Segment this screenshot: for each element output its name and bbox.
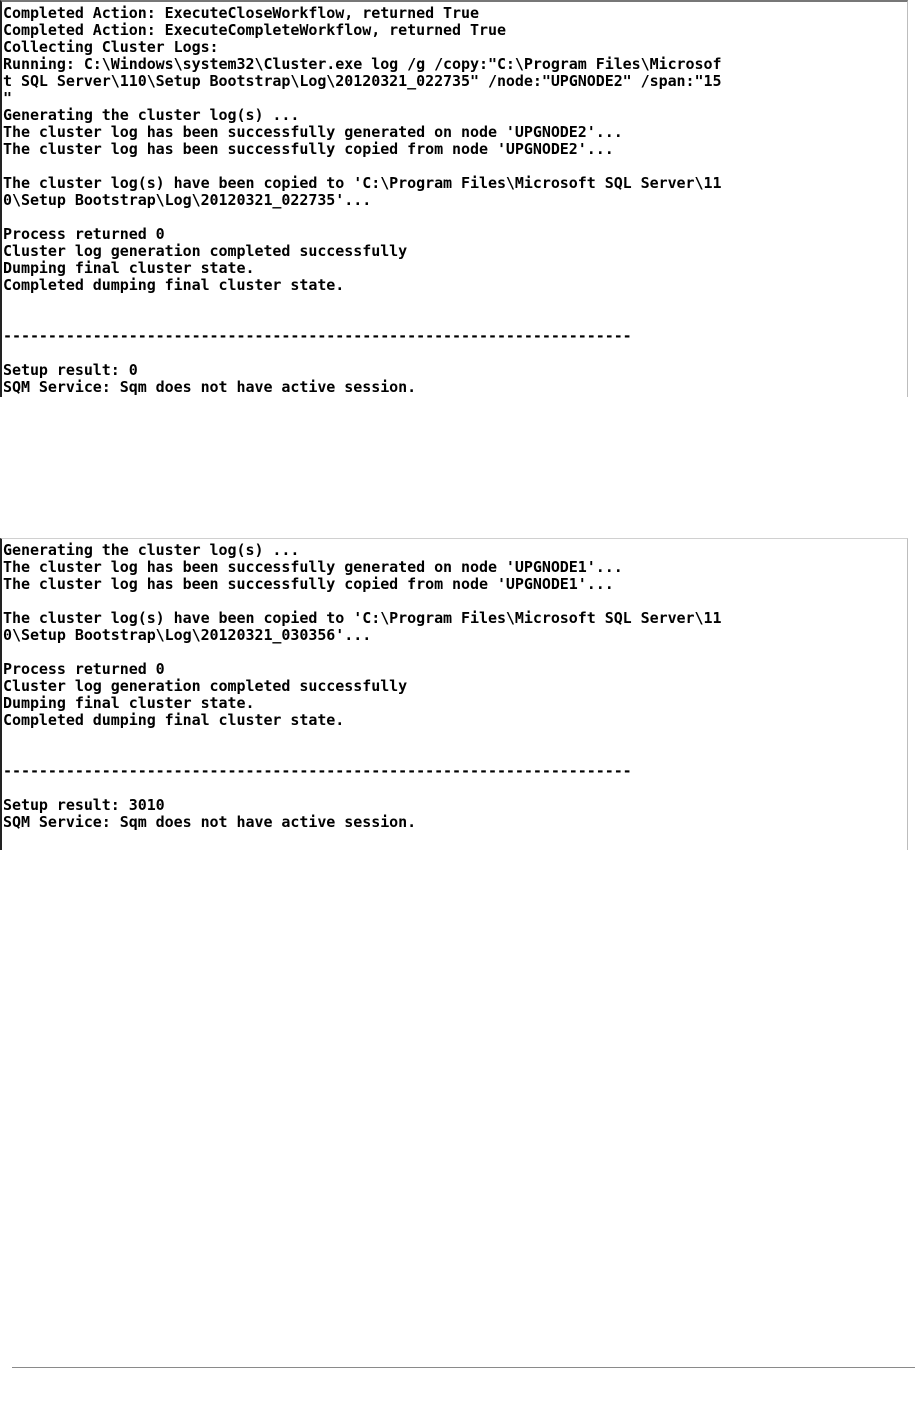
console-line <box>3 746 907 763</box>
console-line: 0\Setup Bootstrap\Log\20120321_030356'... <box>3 626 372 644</box>
console-line: Running: C:\Windows\system32\Cluster.exe log /g /copy:"C:\Program Files\Microsof <box>3 55 722 73</box>
console-line: The cluster log(s) have been copied to 'C:\Program Files\Microsoft SQL Server\11 <box>3 174 722 192</box>
console-line: Dumping final cluster state. <box>3 259 255 277</box>
console-line: ---------------------------------------------------------------------- <box>3 327 632 345</box>
console-line: The cluster log has been successfully copied from node 'UPGNODE1'... <box>3 575 614 593</box>
console-line: Generating the cluster log(s) ... <box>3 541 300 559</box>
console-line: The cluster log has been successfully generated on node 'UPGNODE2'... <box>3 123 623 141</box>
console-output-upgnode1 <box>0 538 908 850</box>
console-line: Process returned 0 <box>3 225 165 243</box>
console-line <box>3 644 907 661</box>
console-line: Completed dumping final cluster state. <box>3 711 345 729</box>
console-line: The cluster log(s) have been copied to 'C:\Program Files\Microsoft SQL Server\11 <box>3 609 722 627</box>
page-footer-divider <box>12 1367 915 1368</box>
console-line: ---------------------------------------------------------------------- <box>3 762 632 780</box>
console-line <box>3 729 907 746</box>
console-line: Setup result: 0 <box>3 361 138 379</box>
console-line: t SQL Server\110\Setup Bootstrap\Log\20120321_022735" /node:"UPGNODE2" /span:"15 <box>3 72 722 90</box>
console-line <box>3 158 907 175</box>
console-line <box>3 345 907 362</box>
console-line: Process returned 0 <box>3 660 165 678</box>
console-line: Completed Action: ExecuteCloseWorkflow, returned True <box>3 4 479 22</box>
console-line: Dumping final cluster state. <box>3 694 255 712</box>
console-line: Generating the cluster log(s) ... <box>3 106 300 124</box>
console-line: " <box>3 89 12 107</box>
console-line: 0\Setup Bootstrap\Log\20120321_022735'... <box>3 191 372 209</box>
console-line: The cluster log has been successfully generated on node 'UPGNODE1'... <box>3 558 623 576</box>
console-output-upgnode2 <box>0 0 908 397</box>
console-line: Cluster log generation completed successfully <box>3 677 408 695</box>
console-line <box>3 209 907 226</box>
console-line: Completed Action: ExecuteCompleteWorkflow, returned True <box>3 21 506 39</box>
console-text-area[interactable] <box>2 539 907 831</box>
console-line <box>3 780 907 797</box>
console-line: The cluster log has been successfully copied from node 'UPGNODE2'... <box>3 140 614 158</box>
console-line: SQM Service: Sqm does not have active session. <box>3 378 417 396</box>
console-line: Collecting Cluster Logs: <box>3 38 219 56</box>
console-line <box>3 294 907 311</box>
console-line: Cluster log generation completed successfully <box>3 242 408 260</box>
console-line: Completed dumping final cluster state. <box>3 276 345 294</box>
console-line <box>3 311 907 328</box>
console-text-area[interactable] <box>2 2 907 396</box>
console-line: Setup result: 3010 <box>3 796 165 814</box>
console-line: SQM Service: Sqm does not have active session. <box>3 813 417 831</box>
console-line <box>3 593 907 610</box>
